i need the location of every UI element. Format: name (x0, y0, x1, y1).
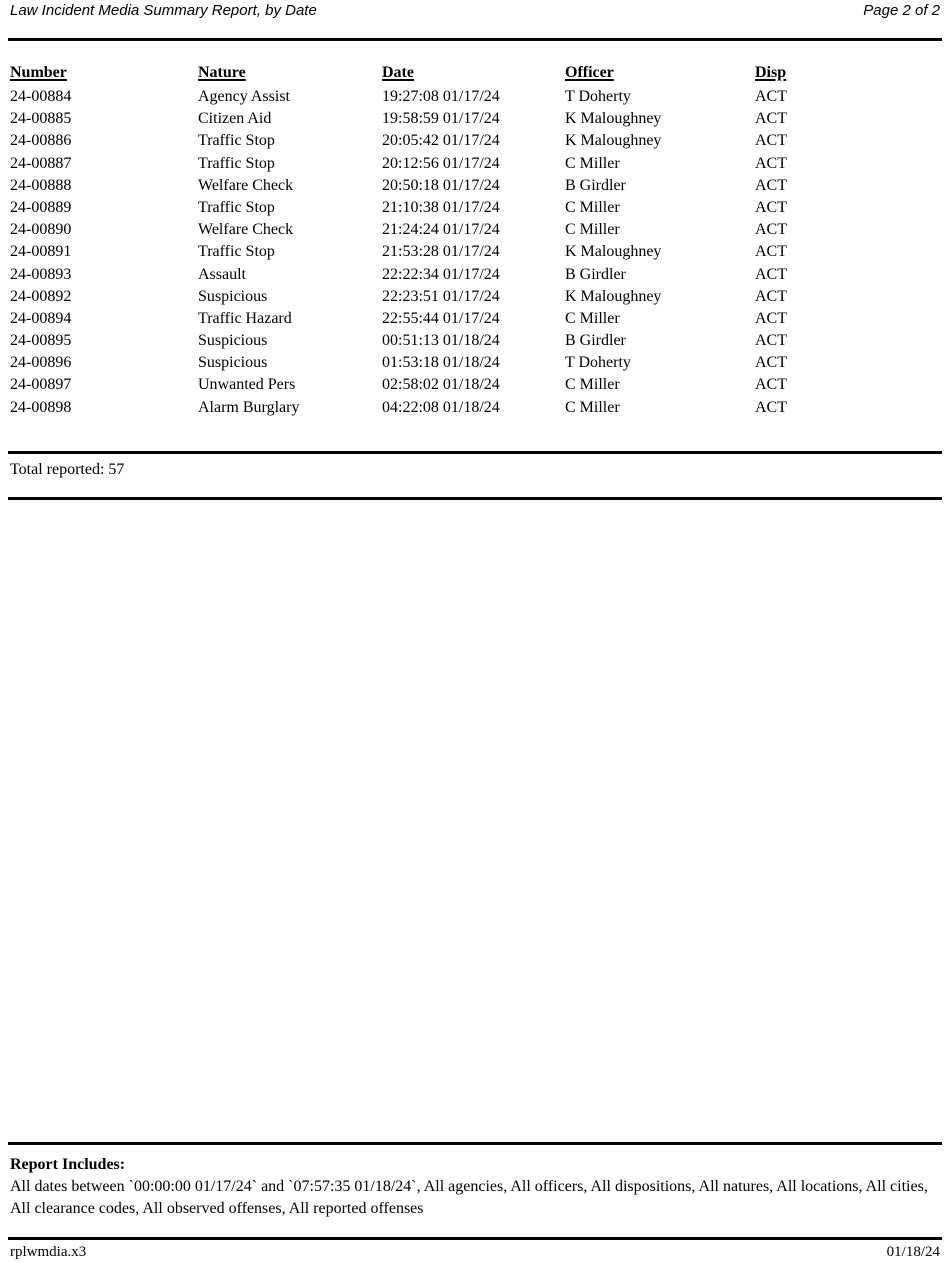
table-row (10, 221, 940, 243)
table-row (10, 399, 940, 421)
table-cell: C Miller (565, 309, 620, 327)
table-cell: ACT (755, 376, 787, 394)
table-cell: T Doherty (565, 88, 631, 105)
column-header-disp: Disp (755, 64, 787, 81)
table-cell: ACT (755, 265, 787, 283)
table-cell: 24-00887 (10, 154, 72, 172)
table-row (10, 132, 940, 154)
table-cell: ACT (755, 154, 787, 172)
table-cell: 24-00896 (10, 354, 72, 372)
report-title: Law Incident Media Summary Report, by Date (10, 2, 317, 19)
report-header (10, 2, 940, 19)
table-cell: ACT (755, 198, 787, 216)
table-cell: Unwanted Pers (198, 376, 296, 394)
report-includes-section (10, 1154, 940, 1220)
table-cell: Suspicious (198, 332, 268, 350)
table-cell: Agency Assist (198, 88, 290, 105)
total-reported: Total reported: 57 (10, 461, 125, 478)
table-cell: 21:10:38 01/17/24 (382, 198, 500, 216)
table-cell: 04:22:08 01/18/24 (382, 398, 500, 416)
report-includes-heading: Report Includes: (10, 1156, 126, 1173)
table-cell: ACT (755, 132, 787, 150)
table-cell: Traffic Stop (198, 243, 275, 261)
table-cell: ACT (755, 398, 787, 416)
table-cell: ACT (755, 243, 787, 261)
table-cell: ACT (755, 287, 787, 305)
incident-table-body (10, 88, 940, 421)
table-cell: 21:24:24 01/17/24 (382, 221, 500, 239)
footer-divider-bottom (8, 1237, 942, 1240)
column-header-date: Date (382, 64, 414, 81)
table-cell: ACT (755, 309, 787, 327)
footer-bottom (10, 1244, 940, 1261)
page-number: Page 2 of 2 (863, 2, 940, 19)
table-row (10, 310, 940, 332)
table-cell: 24-00888 (10, 176, 72, 194)
table-cell: 02:58:02 01/18/24 (382, 376, 500, 394)
table-cell: 24-00889 (10, 198, 72, 216)
table-cell: C Miller (565, 398, 620, 416)
table-cell: Suspicious (198, 354, 268, 372)
table-cell: 24-00892 (10, 287, 72, 305)
table-cell: K Maloughney (565, 110, 662, 128)
table-cell: 22:23:51 01/17/24 (382, 287, 500, 305)
table-row (10, 88, 940, 110)
table-cell: Traffic Hazard (198, 309, 292, 327)
table-row (10, 110, 940, 132)
table-cell: ACT (755, 221, 787, 239)
header-divider (8, 38, 942, 41)
table-row (10, 266, 940, 288)
report-id: rplwmdia.x3 (10, 1244, 87, 1260)
table-cell: 19:27:08 01/17/24 (382, 88, 500, 105)
table-cell: 24-00895 (10, 332, 72, 350)
table-cell: 24-00898 (10, 398, 72, 416)
footer-divider-top (8, 1142, 942, 1145)
table-cell: B Girdler (565, 176, 626, 194)
table-cell: 22:55:44 01/17/24 (382, 309, 500, 327)
table-row (10, 177, 940, 199)
table-cell: 19:58:59 01/17/24 (382, 110, 500, 128)
table-cell: 20:05:42 01/17/24 (382, 132, 500, 150)
table-cell: Traffic Stop (198, 198, 275, 216)
table-row (10, 155, 940, 177)
table-cell: B Girdler (565, 332, 626, 350)
table-cell: Alarm Burglary (198, 398, 300, 416)
table-cell: ACT (755, 176, 787, 194)
table-row (10, 199, 940, 221)
table-cell: 24-00894 (10, 309, 72, 327)
table-cell: 24-00890 (10, 221, 72, 239)
table-cell: Traffic Stop (198, 154, 275, 172)
table-cell: C Miller (565, 154, 620, 172)
table-cell: Assault (198, 265, 246, 283)
table-cell: B Girdler (565, 265, 626, 283)
table-cell: C Miller (565, 221, 620, 239)
table-cell: ACT (755, 354, 787, 372)
report-criteria: All dates between `00:00:00 01/17/24` and `07:57:35 01/18/24`, All agencies, All officers, All dispositions, All natures, All locations, All cities, All clearance codes, All observed offenses, All reported offenses (10, 1178, 928, 1217)
table-cell: 24-00891 (10, 243, 72, 261)
table-cell: K Maloughney (565, 243, 662, 261)
table-cell: C Miller (565, 376, 620, 394)
table-cell: 24-00886 (10, 132, 72, 150)
table-cell: Suspicious (198, 287, 268, 305)
table-cell: 20:12:56 01/17/24 (382, 154, 500, 172)
table-cell: Traffic Stop (198, 132, 275, 150)
table-cell: ACT (755, 110, 787, 128)
table-cell: 24-00885 (10, 110, 72, 128)
column-header-officer: Officer (565, 64, 614, 81)
table-cell: 20:50:18 01/17/24 (382, 176, 500, 194)
table-cell: C Miller (565, 198, 620, 216)
table-cell: 00:51:13 01/18/24 (382, 332, 500, 350)
table-cell: 24-00897 (10, 376, 72, 394)
table-cell: Welfare Check (198, 176, 294, 194)
table-cell: 01:53:18 01/18/24 (382, 354, 500, 372)
column-header-number: Number (10, 64, 67, 81)
table-row (10, 243, 940, 265)
table-row (10, 376, 940, 398)
incident-table (10, 64, 940, 421)
table-cell: 22:22:34 01/17/24 (382, 265, 500, 283)
total-divider-bottom (8, 497, 942, 500)
table-cell: K Maloughney (565, 132, 662, 150)
table-cell: 24-00893 (10, 265, 72, 283)
table-header-row (10, 64, 940, 88)
print-date: 01/18/24 (886, 1244, 940, 1260)
table-cell: ACT (755, 88, 787, 105)
total-divider-top (8, 451, 942, 454)
table-cell: ACT (755, 332, 787, 350)
column-header-nature: Nature (198, 64, 246, 81)
table-cell: Citizen Aid (198, 110, 272, 128)
table-row (10, 332, 940, 354)
table-cell: 24-00884 (10, 88, 72, 105)
table-row (10, 354, 940, 376)
table-cell: T Doherty (565, 354, 631, 372)
table-cell: K Maloughney (565, 287, 662, 305)
table-row (10, 288, 940, 310)
table-cell: 21:53:28 01/17/24 (382, 243, 500, 261)
table-cell: Welfare Check (198, 221, 294, 239)
